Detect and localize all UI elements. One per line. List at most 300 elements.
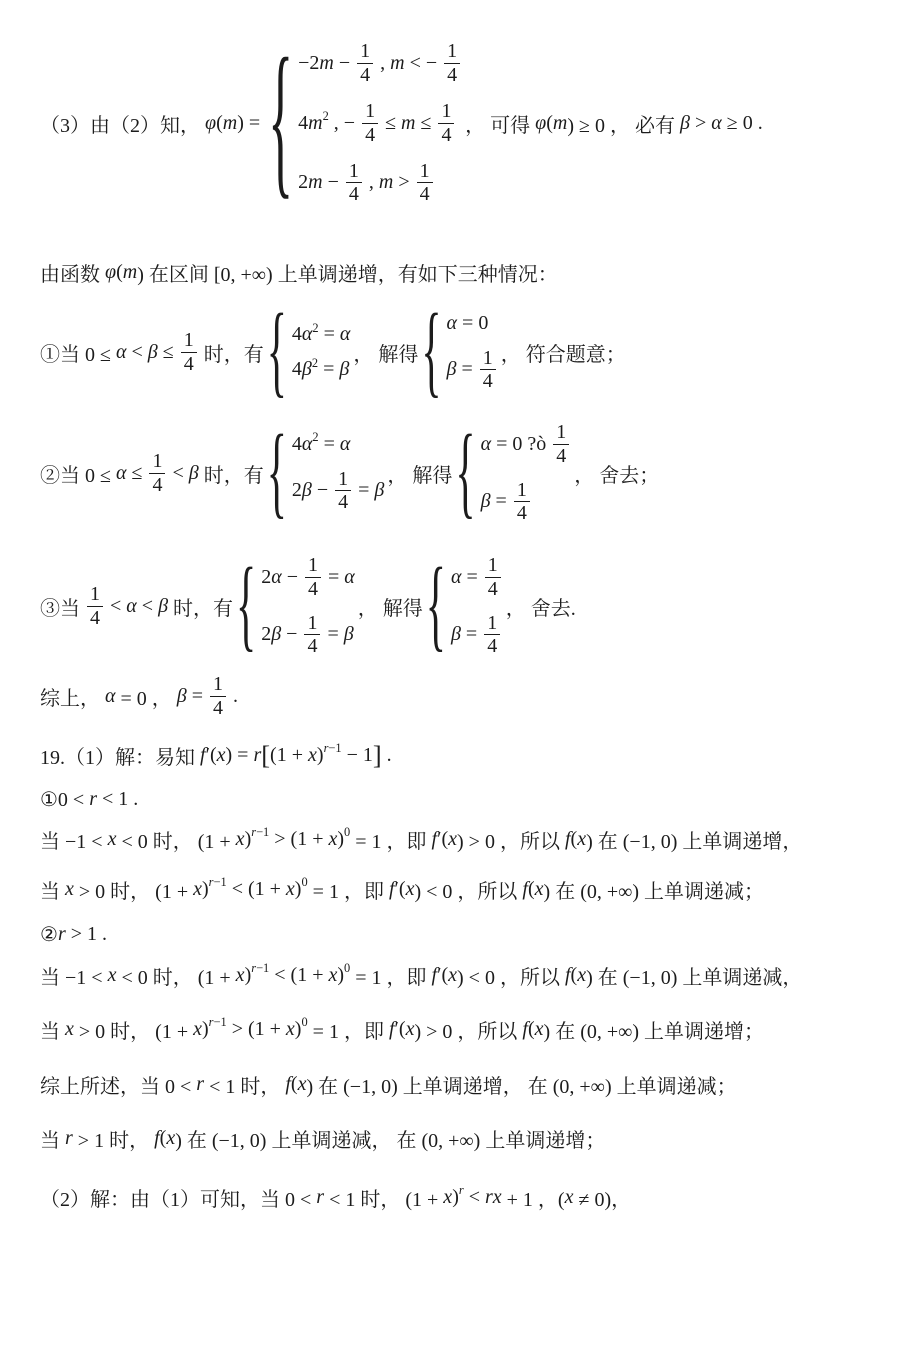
text-run: 综上所述，当 0 <: [40, 1075, 197, 1098]
fraction: [87, 583, 103, 629]
text-run: ， 解得: [353, 343, 419, 366]
text-run: =: [456, 358, 478, 380]
text-run: （3）由（2）知，: [40, 114, 205, 137]
math-variable: x: [285, 877, 295, 900]
math-variable: x: [492, 1185, 502, 1208]
math-variable: r: [251, 825, 257, 840]
text-run: −1: [213, 875, 227, 890]
text-run: −: [311, 479, 334, 501]
text-run: ) 在 (−1, 0) 上单调递减， 在 (0, +∞) 上单调递增；: [175, 1129, 606, 1152]
math-variable: x: [107, 963, 117, 986]
text-run: −: [281, 565, 303, 588]
math-variable: x: [193, 1017, 202, 1040]
text-run: 时，有: [198, 464, 264, 487]
text-run: (: [216, 111, 223, 134]
text-run: (: [159, 1126, 167, 1149]
text-run: 2: [261, 623, 272, 646]
superscript: [459, 1183, 464, 1198]
fraction: [181, 329, 197, 375]
text-run: ) ≥ 0 ， 必有: [567, 114, 680, 137]
superscript: [251, 961, 269, 976]
fraction-denominator: 4: [357, 63, 373, 86]
text-run: < 0 时， (1 +: [116, 966, 236, 989]
text-run: (: [570, 827, 578, 850]
fraction-numerator: 1: [419, 159, 430, 182]
text-run: =: [318, 323, 340, 345]
left-brace-icon: {: [266, 416, 287, 530]
math-variable: α: [480, 432, 492, 455]
text-run: (: [546, 111, 553, 134]
brace-group: [455, 416, 571, 530]
text-run: 当: [40, 1020, 65, 1043]
text-run: > 0 时， (1 +: [73, 1020, 194, 1043]
text-run: ， 解得: [387, 464, 453, 487]
fraction: [484, 612, 500, 658]
summary-line: [40, 668, 238, 724]
text-run: − 1: [341, 743, 373, 766]
text-run: 4: [298, 111, 309, 134]
math-variable: α: [271, 565, 282, 588]
text-run: =: [318, 432, 340, 455]
fraction-denominator: 4: [444, 63, 460, 86]
text-run: <: [167, 461, 189, 484]
fraction-denominator: 4: [417, 182, 433, 205]
math-variable: β: [680, 111, 690, 134]
math-variable: α: [339, 432, 351, 455]
fraction-numerator: 1: [183, 329, 194, 352]
text-run: −1: [256, 961, 270, 976]
text-run: ≤: [415, 111, 437, 134]
math-variable: r: [208, 875, 214, 890]
superscript: [324, 741, 342, 756]
math-variable: α: [301, 323, 313, 345]
brace-group: [236, 549, 355, 663]
math-variable: α: [115, 340, 127, 363]
superscript: 0: [344, 961, 351, 976]
math-variable: x: [107, 827, 117, 850]
text-run: 当 −1 <: [40, 966, 108, 989]
text-run: = 1 ，即: [307, 1020, 389, 1043]
fraction-denominator: 4: [304, 634, 320, 657]
big-bracket: [: [261, 739, 271, 770]
left-brace-icon: {: [455, 416, 476, 530]
text-run: −: [322, 171, 344, 194]
math-variable: f: [388, 877, 395, 900]
case-row: [261, 612, 355, 658]
text-run: 当: [40, 880, 65, 903]
fraction-numerator: 1: [482, 346, 493, 369]
case-row: [447, 312, 498, 335]
fraction-denominator: 4: [514, 501, 530, 524]
fraction-denominator: 4: [480, 369, 496, 392]
math-variable: α: [105, 684, 116, 707]
math-variable: r: [316, 1185, 325, 1208]
fraction: [485, 554, 501, 600]
math-variable: m: [308, 111, 323, 134]
text-run: −: [281, 623, 303, 646]
case-row: [261, 554, 355, 600]
math-variable: m: [319, 51, 334, 74]
monotonic-intro-line: [40, 256, 558, 288]
case-column: [481, 421, 572, 525]
case-row: [298, 100, 462, 146]
case-row: [481, 421, 572, 467]
fraction: [362, 100, 378, 146]
math-variable: β: [147, 340, 158, 363]
text-run: =: [322, 565, 345, 588]
text-run: −1: [213, 1015, 227, 1030]
fraction: [335, 468, 351, 514]
fraction-numerator: 1: [307, 554, 318, 577]
text-run: 当 −1 <: [40, 830, 108, 853]
text-run: ， 可得: [465, 114, 536, 137]
fraction: [305, 554, 321, 600]
text-run: =: [461, 565, 483, 588]
text-run: ) < 0 ，所以: [457, 966, 565, 989]
text-run: .: [228, 684, 239, 707]
text-run: 当: [40, 1129, 65, 1152]
case1-line: [40, 295, 626, 409]
math-variable: β: [301, 479, 312, 501]
math-variable: f: [388, 1017, 395, 1040]
fraction-numerator: 1: [360, 40, 371, 63]
text-run: ): [294, 1017, 302, 1040]
text-run: 2: [298, 171, 309, 194]
text-run: （2）解：由（1）可知，当 0 <: [40, 1188, 317, 1211]
math-variable: β: [480, 490, 491, 513]
fraction: [514, 479, 530, 525]
text-run: 由函数: [40, 263, 105, 286]
math-variable: β: [450, 623, 461, 646]
r-gt-1-positive-line: [40, 1012, 764, 1046]
case-row: [298, 40, 462, 86]
text-run: >: [689, 111, 712, 134]
math-variable: x: [577, 827, 587, 850]
math-variable: r: [89, 787, 98, 810]
math-variable: x: [534, 1017, 544, 1040]
text-run: = 1 ，即: [350, 830, 432, 853]
text-run: ) 在 (0, +∞) 上单调递减；: [543, 880, 765, 903]
math-variable: m: [378, 171, 394, 194]
math-variable: f: [431, 827, 438, 850]
math-variable: α: [711, 111, 722, 134]
text-run: ): [202, 1017, 209, 1040]
math-variable: m: [390, 51, 405, 74]
math-variable: β: [271, 623, 282, 646]
text-run: = 0 ?ò: [491, 432, 552, 455]
fraction-denominator: 4: [210, 696, 226, 719]
math-variable: α: [115, 461, 127, 484]
case-row: [291, 430, 385, 456]
text-run: ′(: [437, 827, 449, 850]
case-column: [291, 430, 385, 514]
text-run: 4: [291, 432, 302, 455]
math-variable: x: [308, 743, 317, 766]
fraction-denominator: 4: [485, 577, 501, 600]
text-run: ): [337, 827, 345, 850]
text-run: = 1 ，即: [350, 966, 432, 989]
text-run: 2: [261, 565, 272, 588]
case-row: [298, 160, 462, 206]
brace-group: [268, 27, 462, 216]
math-variable: x: [534, 877, 544, 900]
superscript: 2: [312, 320, 319, 335]
math-variable: r: [57, 922, 66, 945]
text-run: = 0: [457, 311, 489, 334]
left-brace-icon: {: [421, 295, 442, 409]
math-variable: x: [328, 963, 338, 986]
text-run: =: [186, 684, 209, 707]
math-variable: x: [65, 1017, 74, 1040]
left-brace-icon: {: [425, 549, 446, 663]
text-run: (1 +: [270, 743, 308, 766]
math-variable: φ: [205, 111, 217, 134]
brace-group: [266, 416, 385, 530]
case-row: [451, 554, 503, 600]
text-run: > 0 时， (1 +: [73, 880, 194, 903]
math-variable: x: [328, 827, 338, 850]
math-variable: m: [552, 111, 568, 134]
conclusion-r-gt-1-line: [40, 1122, 605, 1154]
math-variable: α: [446, 311, 458, 334]
text-run: = 1 ，即: [307, 880, 389, 903]
math-variable: f: [522, 877, 528, 900]
text-run: 综上，: [40, 687, 105, 710]
text-run: (: [570, 963, 578, 986]
case-column: [298, 40, 462, 205]
r-lt-1-header: [40, 785, 138, 813]
fraction: [346, 160, 362, 206]
fraction-numerator: 1: [365, 100, 376, 123]
text-run: ) 在 (−1, 0) 上单调递减，: [586, 966, 803, 989]
text-run: = 0 ，: [115, 687, 177, 710]
math-variable: f: [564, 827, 571, 850]
text-run: > 1 时，: [72, 1129, 155, 1152]
text-run: ): [294, 877, 302, 900]
text-run: (: [116, 260, 123, 283]
brace-group: [425, 549, 503, 663]
left-brace-icon: {: [236, 549, 257, 663]
fraction: [210, 673, 226, 719]
text-run: =: [490, 490, 512, 513]
fraction: [444, 40, 460, 86]
math-variable: β: [158, 594, 169, 617]
math-variable: x: [65, 877, 74, 900]
text-run: ): [452, 1185, 459, 1208]
fraction-numerator: 1: [152, 450, 163, 473]
math-variable: f: [564, 963, 571, 986]
text-run: ) 在 (−1, 0) 上单调递增， 在 (0, +∞) 上单调递减；: [306, 1075, 737, 1098]
superscript: 0: [301, 1015, 308, 1030]
conclusion-r-lt-1-line: [40, 1068, 737, 1100]
math-variable: r: [208, 1015, 214, 1030]
fraction-numerator: 1: [213, 673, 224, 696]
text-run: ) =: [225, 743, 254, 766]
text-run: ≤: [126, 461, 148, 484]
r-gt-1-negative-line: [40, 958, 802, 992]
text-run: ①当 0 ≤: [40, 343, 116, 366]
math-variable: r: [484, 1185, 493, 1208]
text-run: 2: [291, 479, 302, 501]
text-run: =: [322, 623, 344, 646]
superscript: [209, 875, 227, 890]
math-variable: x: [166, 1126, 176, 1149]
text-run: ′(: [205, 743, 217, 766]
superscript: 0: [301, 875, 308, 890]
text-run: ③当: [40, 597, 85, 620]
text-run: <: [463, 1185, 485, 1208]
text-run: ≠ 0)，: [573, 1188, 632, 1211]
math-variable: β: [446, 358, 457, 380]
left-brace-icon: {: [266, 295, 287, 409]
math-variable: β: [188, 461, 199, 484]
text-run: ， 舍去；: [574, 464, 660, 487]
text-run: ): [316, 743, 324, 766]
math-variable: x: [235, 827, 245, 850]
superscript: [251, 825, 269, 840]
fraction: [304, 612, 320, 658]
text-run: <: [105, 594, 127, 617]
fraction-numerator: 1: [307, 612, 318, 634]
math-variable: β: [374, 479, 385, 501]
text-run: ): [202, 877, 209, 900]
math-variable: f: [200, 743, 206, 766]
case-row: [292, 468, 385, 514]
text-run: ): [244, 963, 252, 986]
r-lt-1-positive-line: [40, 872, 764, 906]
text-run: ): [337, 963, 345, 986]
math-variable: β: [301, 358, 312, 380]
text-run: < 1 .: [97, 787, 139, 810]
math-variable: r: [65, 1126, 73, 1149]
math-variable: x: [405, 1017, 415, 1040]
text-run: 19.（1）解：易知: [40, 746, 200, 769]
text-run: < 1 时，: [204, 1075, 286, 1098]
text-run: + 1 ，(: [501, 1188, 565, 1211]
fraction-numerator: 1: [516, 479, 527, 501]
text-run: ) 在 (0, +∞) 上单调递增；: [543, 1020, 765, 1043]
superscript: 2: [311, 355, 319, 370]
text-run: ②当 0 ≤: [40, 464, 116, 487]
r-gt-1-header: [40, 920, 107, 948]
text-run: , −: [328, 111, 361, 134]
math-variable: x: [297, 1072, 307, 1095]
fraction: [553, 421, 569, 467]
fraction-denominator: 4: [149, 473, 165, 496]
fraction-denominator: 4: [346, 182, 362, 205]
text-run: ， 解得: [357, 597, 423, 620]
part2-line: [40, 1180, 631, 1214]
fraction-denominator: 4: [181, 352, 197, 375]
text-run: −: [333, 51, 356, 74]
q19-part1-line: [40, 735, 392, 775]
superscript: [209, 1015, 227, 1030]
fraction-numerator: 1: [447, 40, 458, 63]
text-run: ) > 0 ，所以: [457, 830, 565, 853]
fraction-numerator: 1: [338, 467, 349, 490]
text-run: ): [244, 827, 252, 850]
case-row: [291, 320, 351, 346]
math-variable: r: [253, 743, 262, 766]
math-variable: m: [401, 111, 416, 134]
superscript: 2: [322, 109, 329, 124]
math-variable: x: [405, 877, 415, 900]
text-run: ′(: [394, 877, 406, 900]
math-variable: m: [308, 171, 323, 194]
text-run: (: [290, 1072, 298, 1095]
fraction: [357, 40, 373, 86]
text-run: ) 在区间 [0, +∞) 上单调递增，有如下三种情况：: [137, 263, 558, 286]
math-variable: r: [458, 1183, 464, 1198]
superscript: 0: [344, 825, 351, 840]
text-run: −1: [256, 825, 270, 840]
math-variable: x: [193, 877, 202, 900]
math-variable: β: [176, 684, 187, 707]
piecewise-phi-line: [40, 28, 763, 218]
text-run: ， 符合题意；: [500, 343, 626, 366]
left-brace-icon: {: [268, 27, 294, 216]
fraction-denominator: 4: [362, 123, 378, 146]
math-variable: x: [285, 1017, 295, 1040]
fraction: [480, 347, 496, 393]
math-variable: m: [122, 260, 138, 283]
text-run: =: [353, 479, 375, 501]
fraction: [438, 100, 454, 146]
fraction-numerator: 1: [556, 421, 567, 444]
text-run: ,: [363, 171, 379, 194]
math-variable: α: [126, 594, 137, 617]
text-run: > (1 +: [269, 827, 329, 850]
text-run: −1: [328, 741, 342, 756]
math-variable: β: [343, 623, 354, 646]
text-run: 时，有: [198, 343, 264, 366]
text-run: =: [318, 358, 340, 380]
text-run: ) 在 (−1, 0) 上单调递增，: [586, 830, 803, 853]
text-run: ′(: [394, 1017, 406, 1040]
fraction-denominator: 4: [438, 123, 454, 146]
case-column: [291, 320, 351, 381]
fraction-denominator: 4: [553, 444, 569, 467]
text-run: < (1 +: [269, 963, 329, 986]
text-run: (: [527, 877, 535, 900]
text-run: <: [126, 340, 148, 363]
big-bracket: ]: [372, 739, 382, 770]
math-variable: α: [301, 432, 313, 455]
math-variable: m: [222, 111, 238, 134]
text-run: ) > 0 ，所以: [414, 1020, 523, 1043]
math-variable: r: [196, 1072, 205, 1095]
text-run: ≥ 0 .: [721, 111, 763, 134]
case-row: [451, 612, 503, 658]
brace-group: [421, 295, 497, 409]
text-run: =: [460, 623, 483, 646]
text-run: > (1 +: [226, 1017, 286, 1040]
text-run: 4: [291, 358, 302, 380]
text-run: < 1 时， (1 +: [324, 1188, 444, 1211]
text-run: −2: [298, 51, 320, 74]
math-variable: x: [564, 1185, 574, 1208]
math-variable: f: [154, 1126, 160, 1149]
case-column: [261, 554, 355, 658]
math-variable: α: [344, 565, 355, 588]
math-variable: α: [450, 565, 462, 588]
math-variable: r: [251, 961, 257, 976]
case-row: [291, 355, 350, 381]
fraction-denominator: 4: [484, 634, 500, 657]
fraction: [417, 160, 433, 206]
math-variable: φ: [535, 111, 547, 134]
text-run: ≤: [380, 111, 402, 134]
